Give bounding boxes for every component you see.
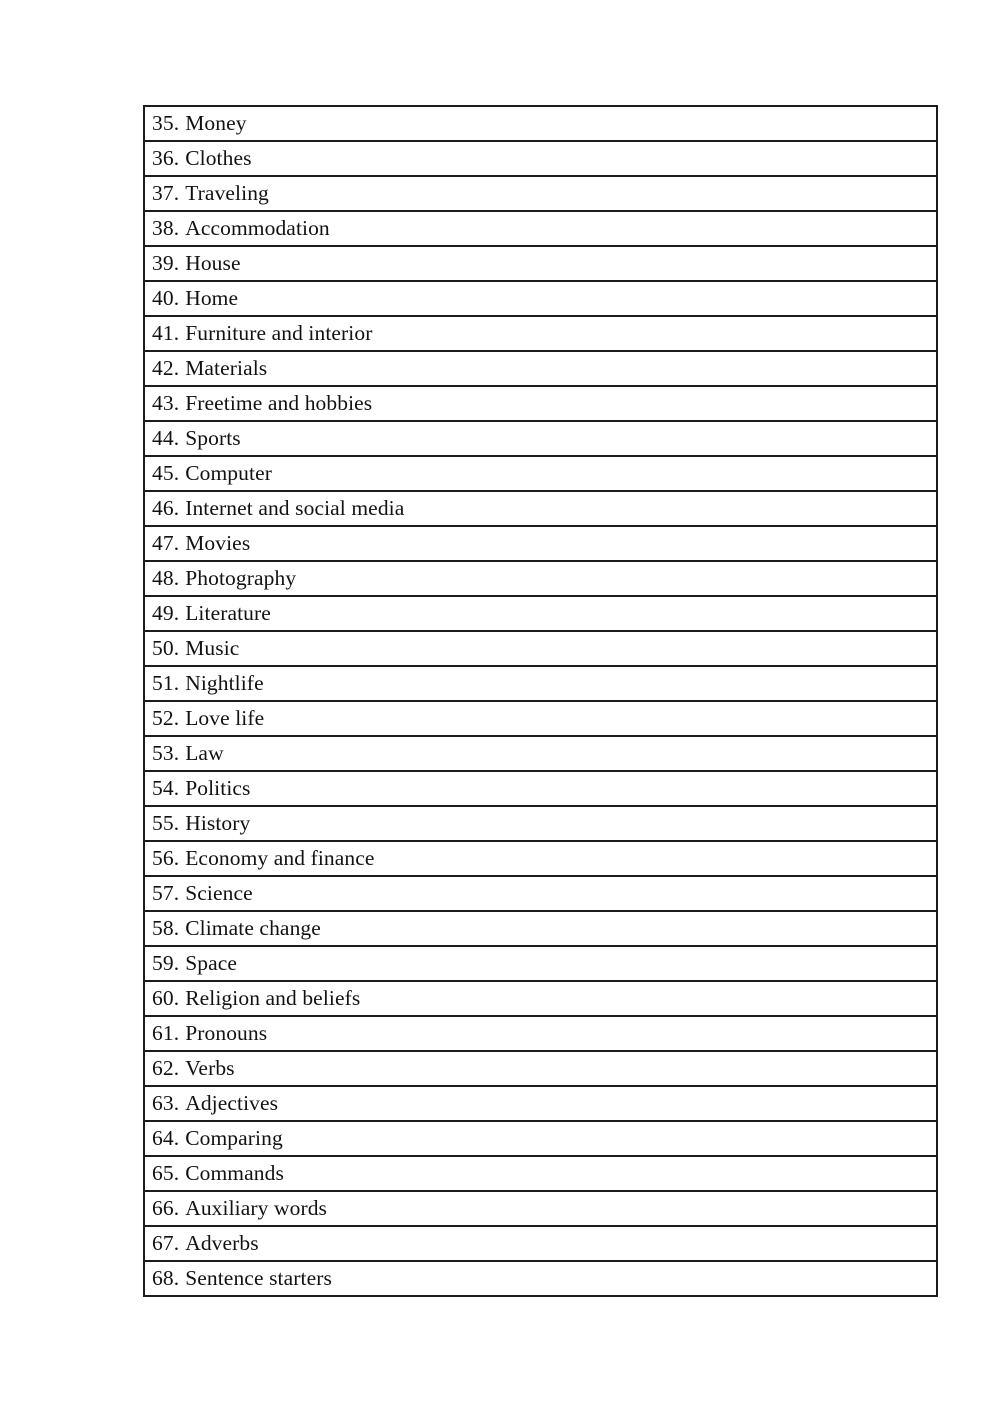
- table-row: [144, 701, 937, 736]
- row-number: 56 .: [152, 846, 179, 870]
- row-title: Commands: [185, 1161, 284, 1185]
- table-cell: [144, 176, 937, 211]
- table-row: [144, 666, 937, 701]
- table-cell: [144, 1016, 937, 1051]
- table-cell: [144, 246, 937, 281]
- table-row: [144, 771, 937, 806]
- row-number: 39 .: [152, 251, 179, 275]
- table-row: [144, 491, 937, 526]
- row-number: 51 .: [152, 671, 179, 695]
- table-cell: [144, 841, 937, 876]
- table-cell: [144, 771, 937, 806]
- row-number: 47 .: [152, 531, 179, 555]
- row-title: Freetime and hobbies: [185, 391, 373, 415]
- contents-table-body: [144, 106, 937, 1296]
- row-number: 45 .: [152, 461, 179, 485]
- table-row: [144, 736, 937, 771]
- table-row: [144, 1156, 937, 1191]
- table-cell: [144, 1156, 937, 1191]
- table-row: [144, 1226, 937, 1261]
- table-cell: [144, 421, 937, 456]
- row-number: 40 .: [152, 286, 179, 310]
- table-row: [144, 526, 937, 561]
- row-title: Comparing: [185, 1126, 283, 1150]
- table-cell: [144, 596, 937, 631]
- row-title: Space: [185, 951, 238, 975]
- row-title: Music: [185, 636, 240, 660]
- row-title: Adjectives: [185, 1091, 279, 1115]
- table-row: [144, 981, 937, 1016]
- table-cell: [144, 946, 937, 981]
- row-number: 68 .: [152, 1266, 179, 1290]
- row-title: Pronouns: [185, 1021, 268, 1045]
- row-number: 53 .: [152, 741, 179, 765]
- table-cell: [144, 1261, 937, 1296]
- table-row: [144, 1121, 937, 1156]
- row-title: Economy and finance: [185, 846, 375, 870]
- row-number: 35 .: [152, 111, 179, 135]
- table-row: [144, 1016, 937, 1051]
- row-title: Adverbs: [185, 1231, 259, 1255]
- table-row: [144, 246, 937, 281]
- row-title: Religion and beliefs: [185, 986, 361, 1010]
- row-number: 66 .: [152, 1196, 179, 1220]
- row-title: Furniture and interior: [185, 321, 373, 345]
- table-cell: [144, 736, 937, 771]
- row-number: 38 .: [152, 216, 179, 240]
- row-title: Clothes: [185, 146, 252, 170]
- row-number: 50 .: [152, 636, 179, 660]
- row-number: 42 .: [152, 356, 179, 380]
- table-row: [144, 456, 937, 491]
- row-title: Politics: [185, 776, 251, 800]
- row-number: 37 .: [152, 181, 179, 205]
- row-number: 41 .: [152, 321, 179, 345]
- table-cell: [144, 106, 937, 141]
- table-row: [144, 561, 937, 596]
- row-number: 54 .: [152, 776, 179, 800]
- table-row: [144, 211, 937, 246]
- table-row: [144, 946, 937, 981]
- table-cell: [144, 806, 937, 841]
- row-title: History: [185, 811, 251, 835]
- row-title: Materials: [185, 356, 268, 380]
- row-title: Verbs: [185, 1056, 235, 1080]
- table-row: [144, 911, 937, 946]
- table-row: [144, 141, 937, 176]
- table-cell: [144, 1086, 937, 1121]
- table-row: [144, 876, 937, 911]
- row-number: 61 .: [152, 1021, 179, 1045]
- table-row: [144, 596, 937, 631]
- table-row: [144, 806, 937, 841]
- row-title: Computer: [185, 461, 272, 485]
- row-title: Home: [185, 286, 239, 310]
- row-title: House: [185, 251, 241, 275]
- table-cell: [144, 1051, 937, 1086]
- table-cell: [144, 666, 937, 701]
- row-number: 60 .: [152, 986, 179, 1010]
- row-number: 57 .: [152, 881, 179, 905]
- table-row: [144, 316, 937, 351]
- table-row: [144, 176, 937, 211]
- row-title: Sentence starters: [185, 1266, 332, 1290]
- table-row: [144, 1086, 937, 1121]
- table-cell: [144, 631, 937, 666]
- row-number: 65 .: [152, 1161, 179, 1185]
- row-title: Literature: [185, 601, 271, 625]
- table-row: [144, 1051, 937, 1086]
- row-number: 55 .: [152, 811, 179, 835]
- table-cell: [144, 1191, 937, 1226]
- row-number: 62 .: [152, 1056, 179, 1080]
- row-title: Movies: [185, 531, 251, 555]
- table-row: [144, 386, 937, 421]
- row-title: Traveling: [185, 181, 269, 205]
- table-cell: [144, 981, 937, 1016]
- row-title: Nightlife: [185, 671, 264, 695]
- row-number: 46 .: [152, 496, 179, 520]
- table-cell: [144, 491, 937, 526]
- row-number: 52 .: [152, 706, 179, 730]
- row-number: 48 .: [152, 566, 179, 590]
- row-title: Sports: [185, 426, 241, 450]
- table-cell: [144, 911, 937, 946]
- row-number: 36 .: [152, 146, 179, 170]
- table-cell: [144, 1226, 937, 1261]
- row-title: Accommodation: [185, 216, 330, 240]
- row-number: 44 .: [152, 426, 179, 450]
- row-title: Photography: [185, 566, 297, 590]
- table-cell: [144, 876, 937, 911]
- table-cell: [144, 1121, 937, 1156]
- row-title: Science: [185, 881, 253, 905]
- row-title: Love life: [185, 706, 265, 730]
- table-cell: [144, 211, 937, 246]
- contents-table: [143, 105, 938, 1297]
- row-number: 64 .: [152, 1126, 179, 1150]
- row-title: Money: [185, 111, 247, 135]
- row-number: 59 .: [152, 951, 179, 975]
- row-number: 43 .: [152, 391, 179, 415]
- table-row: [144, 631, 937, 666]
- row-title: Climate change: [185, 916, 321, 940]
- row-number: 67 .: [152, 1231, 179, 1255]
- table-cell: [144, 281, 937, 316]
- table-cell: [144, 456, 937, 491]
- row-number: 58 .: [152, 916, 179, 940]
- table-cell: [144, 386, 937, 421]
- table-cell: [144, 351, 937, 386]
- row-number: 63 .: [152, 1091, 179, 1115]
- table-row: [144, 1261, 937, 1296]
- table-row: [144, 281, 937, 316]
- row-title: Law: [185, 741, 224, 765]
- row-title: Internet and social media: [185, 496, 405, 520]
- table-cell: [144, 316, 937, 351]
- table-row: [144, 106, 937, 141]
- table-row: [144, 351, 937, 386]
- table-cell: [144, 701, 937, 736]
- table-cell: [144, 526, 937, 561]
- row-number: 49 .: [152, 601, 179, 625]
- table-cell: [144, 561, 937, 596]
- table-row: [144, 841, 937, 876]
- table-row: [144, 1191, 937, 1226]
- row-title: Auxiliary words: [185, 1196, 328, 1220]
- table-row: [144, 421, 937, 456]
- table-cell: [144, 141, 937, 176]
